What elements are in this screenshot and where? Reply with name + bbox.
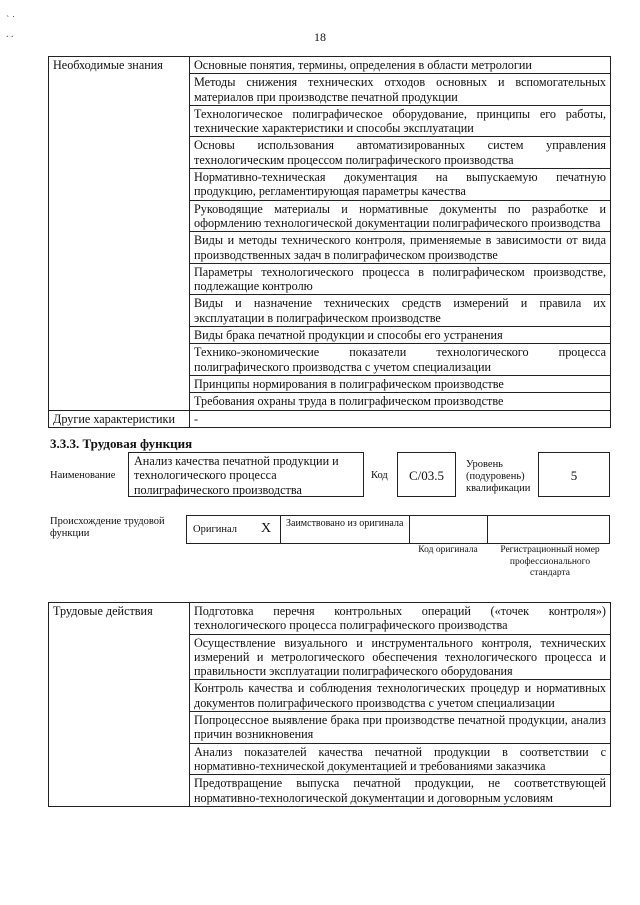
name-label: Наименование bbox=[50, 470, 116, 481]
level-box bbox=[538, 452, 610, 497]
page-number: 18 bbox=[314, 30, 326, 44]
borrowed-label: Заимствовано из оригинала bbox=[286, 518, 404, 529]
other-characteristics-value: - bbox=[190, 410, 611, 427]
action-row-text: Попроцессное выявление брака при производстве печатной продукции, анализ причин возникновения bbox=[190, 712, 611, 744]
other-characteristics-row bbox=[49, 410, 611, 427]
action-row-text: Предотвращение выпуска печатной продукции, не соответствующей нормативно-технологической документации и договорным условиям bbox=[190, 775, 611, 807]
borrowed-cell bbox=[280, 515, 410, 544]
original-label: Оригинал bbox=[193, 524, 237, 535]
code-value: С/03.5 bbox=[408, 468, 445, 483]
other-characteristics-label: Другие характеристики bbox=[49, 410, 190, 427]
knowledge-row-text: Параметры технологического процесса в полиграфическом производстве, подлежащие контролю bbox=[190, 263, 611, 295]
knowledge-row-text: Виды брака печатной продукции и способы его устранения bbox=[190, 327, 611, 344]
code-label: Код bbox=[371, 470, 388, 481]
code-original-cell bbox=[409, 515, 488, 544]
knowledge-row-text: Технико-экономические показатели технологического процесса полиграфического производства с учетом специализации bbox=[190, 344, 611, 376]
action-row-text: Осуществление визуального и инструментального контроля, технических измерений и метрологического обеспечения технологического процесса и правильности эксплуатации полиграфического оборудования bbox=[190, 634, 611, 680]
action-row-text: Анализ показателей качества печатной продукции в соответствии с нормативно-технической документацией и требованиями заказчика bbox=[190, 743, 611, 775]
action-row-label: Трудовые действия bbox=[49, 603, 190, 807]
function-name-value: Анализ качества печатной продукции и технологического процесса полиграфического производства bbox=[134, 454, 339, 497]
action-row bbox=[49, 603, 611, 635]
section-title: 3.3.3. Трудовая функция bbox=[50, 436, 193, 451]
action-row-text: Подготовка перечня контрольных операций («точек контроля») технологического процесса полиграфического производства bbox=[190, 603, 611, 635]
original-cell bbox=[186, 515, 281, 544]
knowledge-row-text: Методы снижения технических отходов основных и вспомогательных материалов при производстве печатной продукции bbox=[190, 74, 611, 106]
actions-table bbox=[48, 602, 611, 807]
knowledge-row-text: Требования охраны труда в полиграфическом производстве bbox=[190, 393, 611, 410]
origin-label: Происхождение трудовой функции bbox=[50, 516, 165, 539]
reg-number-label: Регистрационный номер профессионального стандарта bbox=[500, 545, 600, 578]
knowledge-row-text: Основные понятия, термины, определения в области метрологии bbox=[190, 57, 611, 74]
reg-number-cell bbox=[487, 515, 610, 544]
level-value: 5 bbox=[570, 468, 578, 483]
knowledge-row-text: Технологическое полиграфическое оборудование, принципы его работы, технические характеристики и способы эксплуатации bbox=[190, 105, 611, 137]
code-original-label: Код оригинала bbox=[418, 545, 478, 555]
knowledge-row-text: Нормативно-техническая документация на выпускаемую печатную продукцию, регламентирующая параметры качества bbox=[190, 169, 611, 201]
knowledge-row-text: Принципы нормирования в полиграфическом производстве bbox=[190, 375, 611, 392]
knowledge-row-label: Необходимые знания bbox=[49, 57, 190, 411]
code-box bbox=[397, 452, 456, 497]
knowledge-row-text: Виды и методы технического контроля, применяемые в зависимости от вида производственных задач в полиграфическом производстве bbox=[190, 232, 611, 264]
knowledge-table bbox=[48, 56, 611, 428]
function-name-box bbox=[128, 452, 364, 497]
knowledge-row bbox=[49, 57, 611, 74]
level-label: Уровень (подуровень) квалификации bbox=[466, 459, 531, 494]
scan-marks: ` ˙ . . bbox=[6, 15, 16, 40]
knowledge-row-text: Основы использования автоматизированных систем управления технологическим процессом полиграфического производства bbox=[190, 137, 611, 169]
knowledge-row-text: Виды и назначение технических средств измерений и правила их эксплуатации в полиграфическом производстве bbox=[190, 295, 611, 327]
action-row-text: Контроль качества и соблюдения технологических процедур и нормативных документов полиграфического производства с учетом специализации bbox=[190, 680, 611, 712]
original-mark: X bbox=[261, 521, 272, 536]
knowledge-row-text: Руководящие материалы и нормативные документы по разработке и оформлению технологической документации полиграфического производства bbox=[190, 200, 611, 232]
